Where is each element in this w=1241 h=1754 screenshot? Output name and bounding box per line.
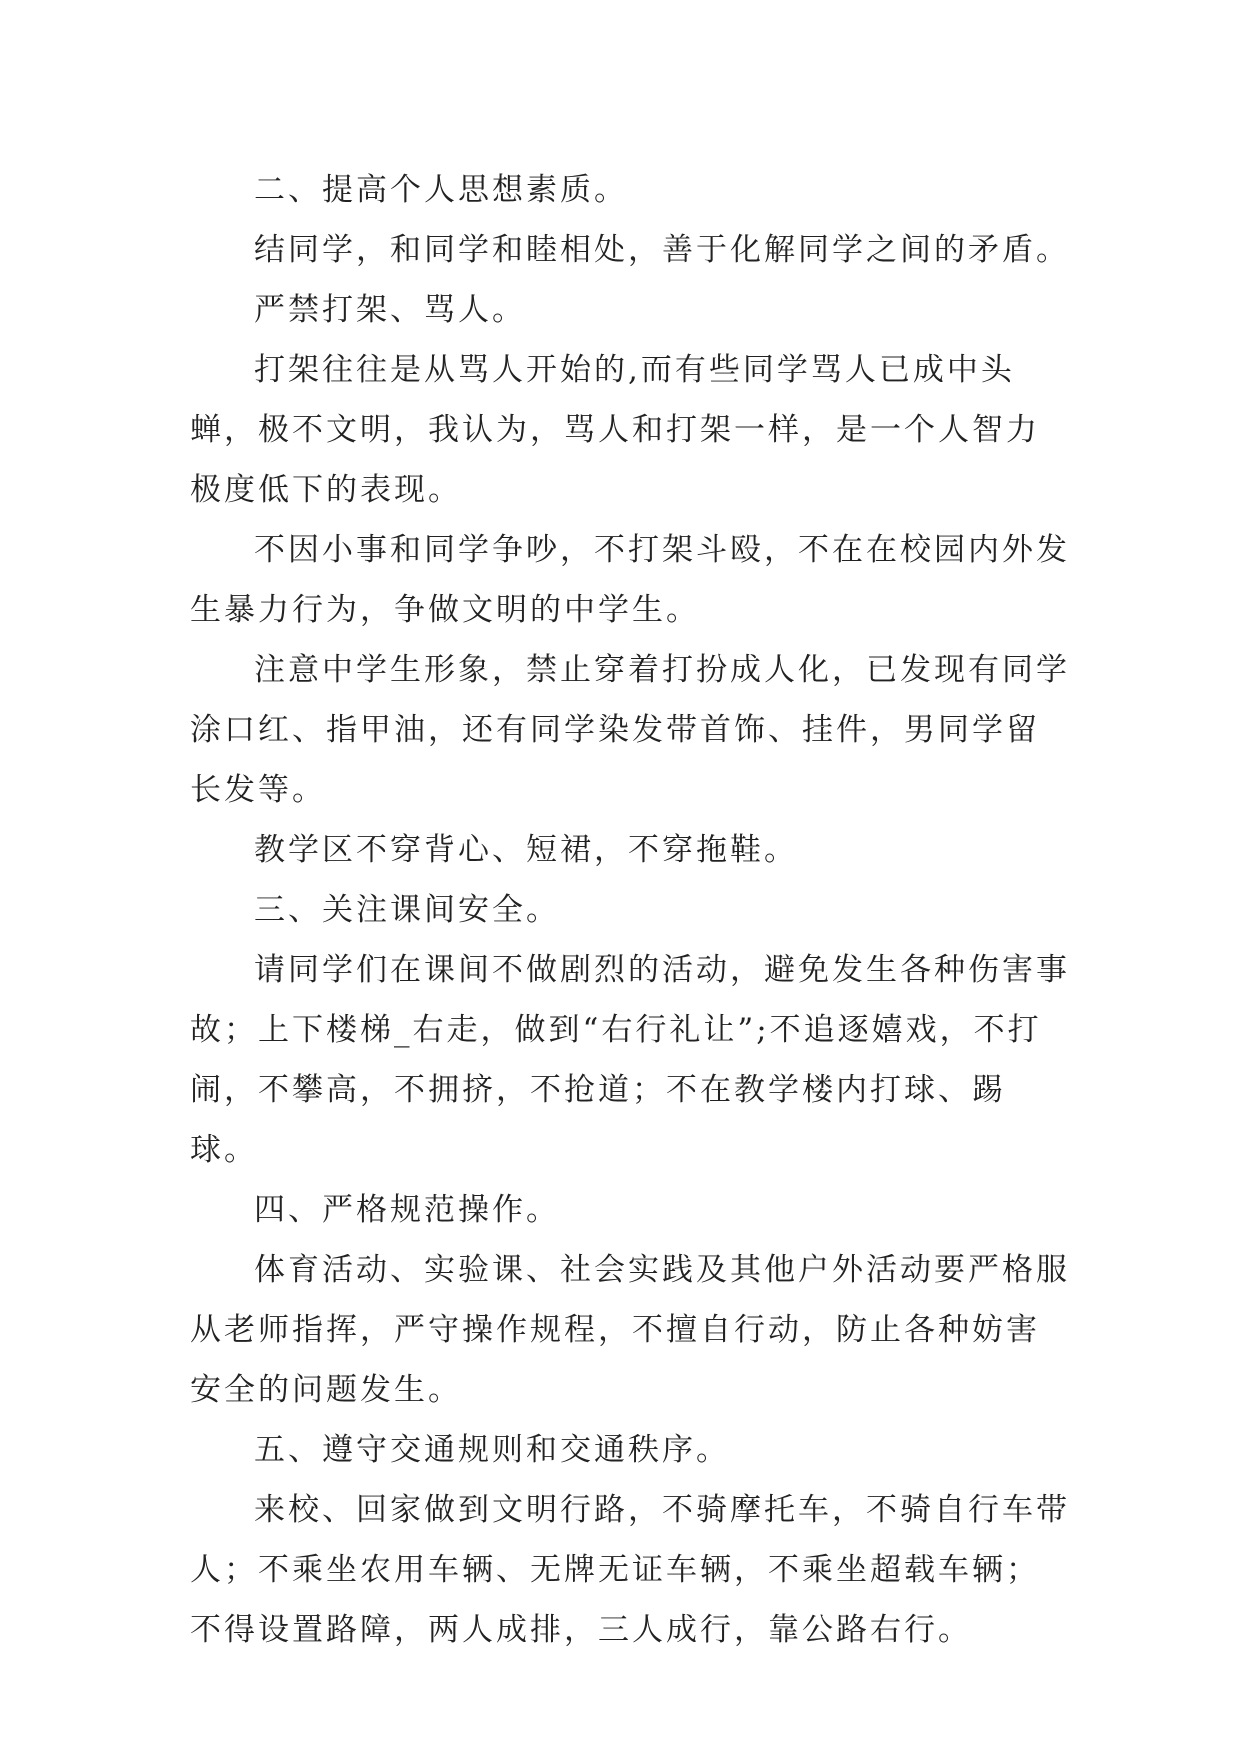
paragraph-11: 体育活动、实验课、社会实践及其他户外活动要严格服从老师指挥，严守操作规程，不擅自行动，防止各种妨害安全的问题发生。 [190, 1252, 1070, 1408]
paragraph-7: 教学区不穿背心、短裙，不穿拖鞋。 [254, 832, 798, 868]
paragraph-1: 二、提高个人思想素质。 [254, 172, 628, 208]
paragraph-4: 打架往往是从骂人开始的,而有些同学骂人已成中头蝉，极不文明，我认为，骂人和打架一样，是一个人智力极度低下的表现。 [190, 352, 1040, 508]
paragraph-9: 请同学们在课间不做剧烈的活动，避免发生各种伤害事故；上下楼梯_右走，做到“右行礼让”;不追逐嬉戏，不打闹，不攀高，不拥挤，不抢道；不在教学楼内打球、踢球。 [190, 952, 1070, 1168]
paragraph-3: 严禁打架、骂人。 [254, 292, 526, 328]
paragraph-5: 不因小事和同学争吵，不打架斗殴，不在在校园内外发生暴力行为，争做文明的中学生。 [190, 532, 1070, 628]
paragraph-6: 注意中学生形象，禁止穿着打扮成人化，已发现有同学涂口红、指甲油，还有同学染发带首饰、挂件，男同学留长发等。 [190, 652, 1070, 808]
paragraph-13: 来校、回家做到文明行路，不骑摩托车，不骑自行车带人；不乘坐农用车辆、无牌无证车辆，不乘坐超载车辆；不得设置路障，两人成排，三人成行，靠公路右行。 [190, 1492, 1070, 1648]
paragraph-12: 五、遵守交通规则和交通秩序。 [254, 1432, 730, 1468]
document-body [190, 160, 1070, 1660]
paragraph-10: 四、严格规范操作。 [254, 1192, 560, 1228]
paragraph-2: 结同学，和同学和睦相处，善于化解同学之间的矛盾。 [254, 232, 1070, 268]
paragraph-8: 三、关注课间安全。 [254, 892, 560, 928]
